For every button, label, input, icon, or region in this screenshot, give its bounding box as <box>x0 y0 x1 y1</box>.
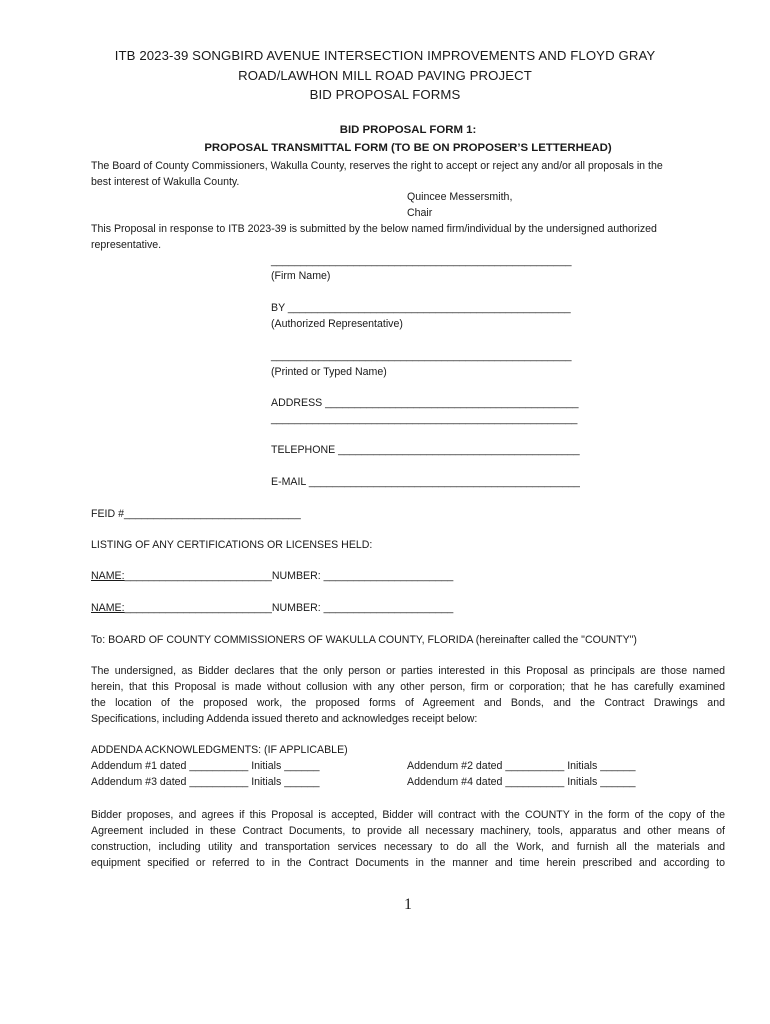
signer-title: Chair <box>407 207 433 219</box>
address-field-line-2[interactable]: ____________________________________________________ <box>271 413 578 425</box>
intro-line-2: best interest of Wakulla County. <box>91 176 240 188</box>
intro-line-1: The Board of County Commissioners, Wakulla County, reserves the right to accept or reject any and/or all proposals in the <box>91 160 663 172</box>
telephone-field[interactable]: TELEPHONE _________________________________________ <box>271 444 580 456</box>
name-field[interactable]: _________________________ <box>124 602 272 614</box>
addenda-heading: ADDENDA ACKNOWLEDGMENTS: (IF APPLICABLE) <box>91 744 348 756</box>
proposal-line-3: construction, including utility and transportation services necessary to do all the Work, and furnish all the materials and <box>91 841 725 853</box>
address-field[interactable]: ADDRESS ___________________________________________ <box>271 397 579 409</box>
document-title-line-2: ROAD/LAWHON MILL ROAD PAVING PROJECT <box>238 68 532 83</box>
declaration-line-4: Specifications, including Addenda issued thereto and acknowledges receipt below: <box>91 713 478 725</box>
declaration-line-3: the location of the proposed work, the proposed forms of Agreement and Bonds, and the Contract Drawings and <box>91 697 725 709</box>
certification-row-1 <box>91 568 453 584</box>
submission-line-2: representative. <box>91 239 162 251</box>
authorized-rep-field[interactable]: BY ________________________________________________ <box>271 302 571 314</box>
to-line: To: BOARD OF COUNTY COMMISSIONERS OF WAKULLA COUNTY, FLORIDA (hereinafter called the "COUNTY") <box>91 634 637 646</box>
feid-field[interactable]: FEID #______________________________ <box>91 508 301 520</box>
email-field[interactable]: E-MAIL ______________________________________________ <box>271 476 580 488</box>
number-field[interactable]: NUMBER: ______________________ <box>271 602 454 614</box>
firm-name-field[interactable]: ___________________________________________________ <box>271 255 572 267</box>
printed-name-label: (Printed or Typed Name) <box>271 366 387 378</box>
firm-name-label: (Firm Name) <box>271 270 331 282</box>
name-field[interactable]: _________________________ <box>124 570 272 582</box>
number-field[interactable]: NUMBER: ______________________ <box>271 570 454 582</box>
document-title-line-3: BID PROPOSAL FORMS <box>309 87 461 102</box>
certifications-label: LISTING OF ANY CERTIFICATIONS OR LICENSES HELD: <box>91 539 373 551</box>
addendum-4-field[interactable]: Addendum #4 dated __________ Initials ______ <box>407 776 636 788</box>
authorized-rep-label: (Authorized Representative) <box>271 318 403 330</box>
proposal-line-1: Bidder proposes, and agrees if this Proposal is accepted, Bidder will contract with the COUNTY in the form of the copy of the <box>91 809 725 821</box>
addendum-3-field[interactable]: Addendum #3 dated __________ Initials ______ <box>91 776 320 788</box>
certification-row-2 <box>91 600 453 616</box>
name-label: NAME: <box>91 602 125 614</box>
signer-name: Quincee Messersmith, <box>407 191 513 203</box>
page-number: 1 <box>404 896 412 913</box>
form-subtitle: PROPOSAL TRANSMITTAL FORM (TO BE ON PROPOSER’S LETTERHEAD) <box>204 142 612 154</box>
declaration-line-2: herein, that this Proposal is made without collusion with any other person, firm or corporation; that he has carefully examined <box>91 681 725 693</box>
addendum-2-field[interactable]: Addendum #2 dated __________ Initials ______ <box>407 760 636 772</box>
addendum-1-field[interactable]: Addendum #1 dated __________ Initials ______ <box>91 760 320 772</box>
proposal-line-4: equipment specified or referred to in the Contract Documents in the manner and time herein prescribed and according to <box>91 857 725 869</box>
proposal-line-2: Agreement included in these Contract Documents, to provide all necessary machinery, tools, apparatus and other means of <box>91 825 725 837</box>
printed-name-field[interactable]: ___________________________________________________ <box>271 350 572 362</box>
form-title: BID PROPOSAL FORM 1: <box>339 124 477 136</box>
document-title-line-1: ITB 2023-39 SONGBIRD AVENUE INTERSECTION IMPROVEMENTS AND FLOYD GRAY <box>114 48 656 63</box>
submission-line-1: This Proposal in response to ITB 2023-39 is submitted by the below named firm/individual by the undersigned authorized <box>91 223 657 235</box>
declaration-line-1: The undersigned, as Bidder declares that the only person or parties interested in this Proposal as principals are those named <box>91 665 725 677</box>
name-label: NAME: <box>91 570 125 582</box>
